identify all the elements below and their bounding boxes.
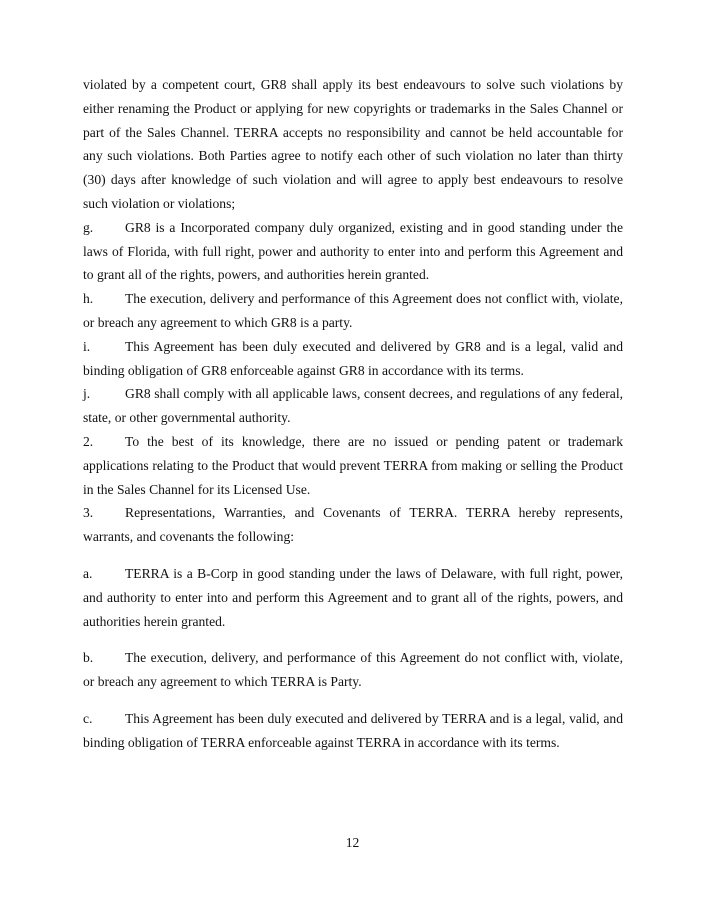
paragraph-label: c. <box>83 710 93 726</box>
paragraph-h <box>83 287 623 335</box>
paragraph-g <box>83 216 623 287</box>
section-3 <box>83 501 623 549</box>
paragraph-label: i. <box>83 338 91 354</box>
paragraph-i <box>83 335 623 383</box>
section-text: Representations, Warranties, and Covenants of TERRA. TERRA hereby represents, warrants, and covenants the following: <box>83 505 623 545</box>
paragraph-b <box>83 646 623 694</box>
section-number: 3. <box>83 505 94 521</box>
paragraph-label: h. <box>83 291 94 307</box>
paragraph-text: GR8 shall comply with all applicable laws, consent decrees, and regulations of any federal, state, or other governmental authority. <box>83 386 623 426</box>
section-text: To the best of its knowledge, there are no issued or pending patent or trademark applications relating to the Product that would prevent TERRA from making or selling the Product in the Sales Channel for its Licensed Use. <box>83 433 623 497</box>
paragraph-text: The execution, delivery, and performance of this Agreement do not conflict with, violate, or breach any agreement to which TERRA is Party. <box>83 650 623 690</box>
document-body <box>83 73 623 755</box>
paragraph-label: a. <box>83 565 93 581</box>
paragraph-text: GR8 is a Incorporated company duly organized, existing and in good standing under the laws of Florida, with full right, power and authority to enter into and perform this Agreement and to grant all of the rights, powers, and authorities herein granted. <box>83 219 623 283</box>
paragraph-text: This Agreement has been duly executed and delivered by GR8 and is a legal, valid and binding obligation of GR8 enforceable against GR8 in accordance with its terms. <box>83 338 623 378</box>
paragraph-j <box>83 382 623 430</box>
paragraph-text: The execution, delivery and performance of this Agreement does not conflict with, violate, or breach any agreement to which GR8 is a party. <box>83 291 623 330</box>
paragraph-a <box>83 562 623 633</box>
paragraph-label: b. <box>83 650 94 666</box>
paragraph-continuation <box>83 73 623 216</box>
paragraph-label: g. <box>83 219 94 235</box>
paragraph-text: violated by a competent court, GR8 shall apply its best endeavours to solve such violations by either renaming the Product or applying for new copyrights or trademarks in the Sales Channel or part of the Sales Channel. TERRA accepts no responsibility and cannot be held accountable for any such violations. Both Parties agree to notify each other of such violation no later than thirty (30) days after knowledge of such violation and will agree to apply best endeavours to resolve such violation or violations; <box>83 77 623 211</box>
page-number: 12 <box>345 835 360 850</box>
paragraph-text: This Agreement has been duly executed and delivered by TERRA and is a legal, valid, and binding obligation of TERRA enforceable against TERRA in accordance with its terms. <box>83 710 623 750</box>
paragraph-c <box>83 707 623 755</box>
paragraph-text: TERRA is a B-Corp in good standing under the laws of Delaware, with full right, power, and authority to enter into and perform this Agreement and to grant all of the rights, powers, and authorities herein granted. <box>83 565 623 629</box>
section-2 <box>83 430 623 501</box>
paragraph-label: j. <box>83 386 91 402</box>
section-number: 2. <box>83 433 94 449</box>
